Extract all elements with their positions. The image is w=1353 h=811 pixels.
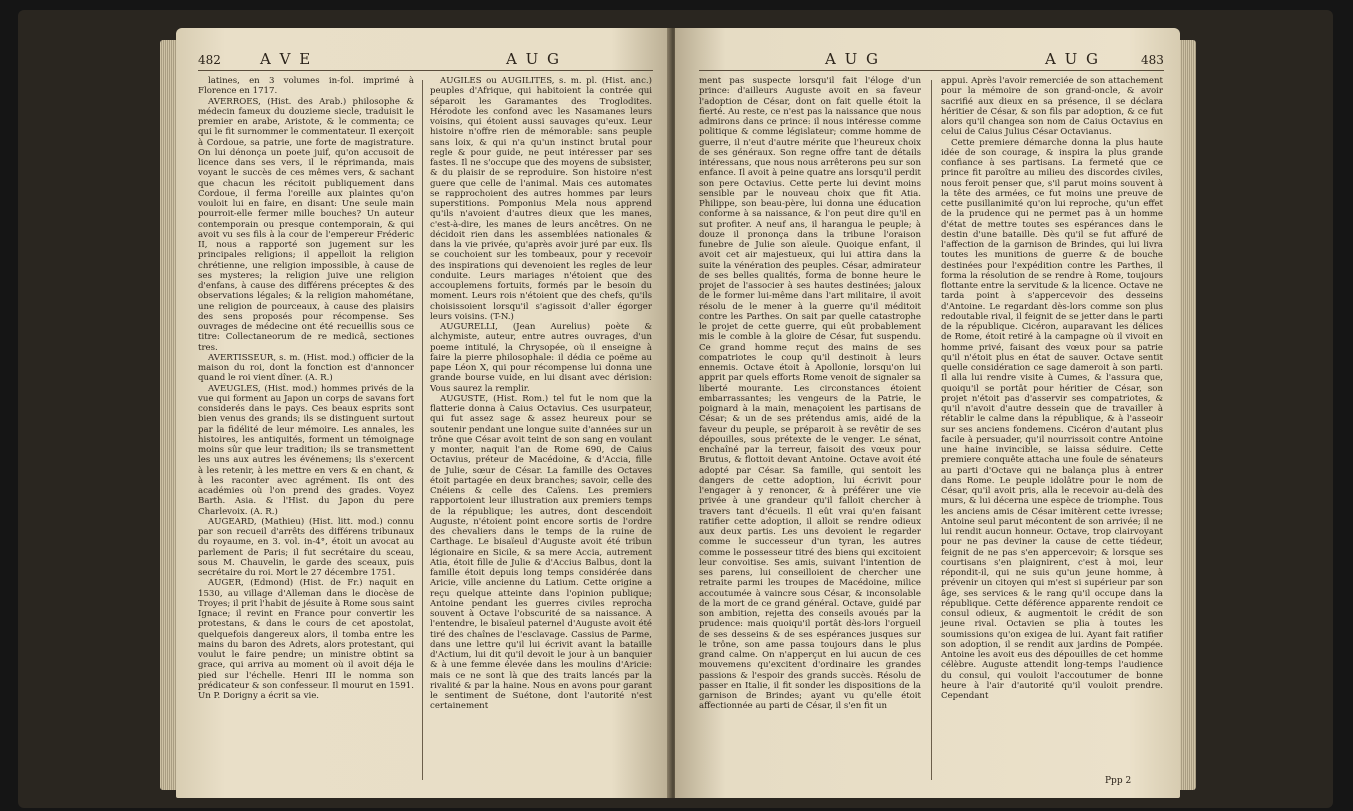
page-number-left: 482 bbox=[198, 53, 221, 67]
right-column-1 bbox=[699, 76, 921, 712]
entry-paragraph: latines, en 3 volumes in-fol. imprimé à Florence en 1717. bbox=[198, 76, 414, 97]
running-head-right-1: A U G bbox=[825, 50, 880, 68]
running-head-center: A U G bbox=[506, 50, 561, 68]
entry-paragraph: ment pas suspecte lorsqu'il fait l'éloge d'un prince: d'ailleurs Auguste avoit en sa faveur l'adoption de César, dont on fait quelle étoit la fierté. Au reste, ce n'est pas la naissance que nous admirons dans ce prince: il nous intéresse comme politique & comme législateur; comme homme de guerre, il n'eut d'autre mérite que l'heureux choix de ses généraux. Son regne offre tant de détails intéressans, que nous nous arrêterons peu sur son enfance. Il avoit à peine quatre ans lorsqu'il perdit son pere Octavius. Cette perte lui devint moins sensible par le nouveau choix que fit Atia. Philippe, son beau-père, lui donna une éducation conforme à sa naissance, & l'on peut dire qu'il en sut profiter. A neuf ans, il harangua le peuple; à douze il prononça dans la tribune l'oraison funebre de Julie son aïeule. Quoique enfant, il avoit cet air majestueux, qui lui attira dans la suite la vénération des peuples. César, admirateur de ses belles qualités, forma de bonne heure le projet de l'associer à ses hautes destinées; jaloux de le former lui-même dans l'art militaire, il avoit résolu de le mener à la guerre qu'il méditoit contre les Parthes. On sait par quelle catastrophe le projet de cette guerre, qui eût probablement mis le comble à la gloire de César, fut suspendu. Ce grand homme reçut des mains de ses compatriotes le coup qu'il destinoit à leurs ennemis. Octave étoit à Apollonie, lorsqu'on lui apprit par quels efforts Rome venoit de signaler sa liberté mourante. Les circonstances étoient embarrassantes; les vengeurs de la Patrie, le poignard à la main, menaçoient les partisans de César; & un de ses prétendus amis, aidé de la faveur du peuple, se préparoit à se revêtir de ses dépouilles, sous prétexte de le venger. Le sénat, enchaîné par la terreur, faisoit des vœux pour Brutus, & flottoit devant Antoine. Octave avoit été adopté par César. Sa famille, qui sentoit les dangers de cette adoption, lui écrivit pour l'engager à y renoncer, & à préférer une vie privée à une grandeur qu'il falloit chercher à travers tant d'écueils. Il eût vrai qu'en faisant ratifier cette adoption, il alloit se rendre odieux aux deux partis. Les uns devoient le regarder comme le successeur d'un tyran, les autres comme le possesseur titré des biens qui excitoient leur convoitise. Ses amis, suivant l'intention de ses parens, lui conseilloient de chercher une retraite parmi les troupes de Macédoine, milice accoutumée à vaincre sous César, & inconsolable de la mort de ce grand général. Octave, guidé par son ambition, rejetta des conseils avoués par la prudence: mais quoiqu'il portât dès-lors l'orgueil de ses desseins & de ses espérances jusques sur le trône, son ame passa toujours dans le plus grand calme. On n'apperçut en lui aucun de ces mouvemens qu'excitent d'ordinaire les grandes passions & l'espoir des grands succès. Résolu de passer en Italie, il fit sonder les dispositions de la garnison de Brindes; ayant vu qu'elle étoit affectionnée au parti de César, il s'en fit un bbox=[699, 76, 921, 712]
signature-mark: Ppp 2 bbox=[1105, 776, 1132, 786]
entry-paragraph: AUGER, (Edmond) (Hist. de Fr.) naquit en 1530, au village d'Alleman dans le diocèse de Troyes; il prit l'habit de jésuite à Rome sous saint Ignace; il revint en France pour convertir les protestans, & dans le cours de cet apostolat, quelquefois dangereux alors, il tomba entre les mains du baron des Adrets, alors protestant, qui voulut le faire pendre; un ministre obtint sa grace, qui arriva au moment où il avoit déja le pied sur l'échelle. Henri III le nomma son prédicateur & son confesseur. Il mourut en 1591. Un P. Dorigny a écrit sa vie. bbox=[198, 578, 414, 701]
header-rule bbox=[198, 70, 653, 71]
right-column-2 bbox=[941, 76, 1163, 701]
running-head-left: A V E bbox=[260, 50, 313, 68]
entry-paragraph: AUGILES ou AUGILITES, s. m. pl. (Hist. anc.) peuples d'Afrique, qui habitoient la contrée qui séparoit les Garamantes des Troglodites. Hérodote les confond avec les Nasamanes leurs voisins, qui étoient aussi sauvages qu'eux. Leur histoire n'offre rien de mémorable: sans peuple sans loix, & qui n'a qu'un instinct brutal pour regle & pour guide, ne peut intéresser par ses fastes. Il ne s'occupe que des moyens de subsister, & du plaisir de se reproduire. Son histoire n'est guere que celle de l'animal. Mais ces automates se rapprochoient des autres hommes par leurs superstitions. Pomponius Mela nous apprend qu'ils n'avoient d'autres dieux que les manes, c'est-à-dire, les manes de leurs ancêtres. On ne décidoit rien dans les assemblées nationales & dans la vie privée, qu'après avoir juré par eux. Ils se couchoient sur les tombeaux, pour y recevoir des inspirations qui devenoient les regles de leur conduite. Leurs mariages n'étoient que des accouplemens fortuits, formés par le besoin du moment. Leurs rois n'étoient que des chefs, qu'ils choisissoient lorsqu'il s'agissoit d'aller égorger leurs voisins. (T-N.) bbox=[430, 76, 652, 322]
entry-paragraph: AUGEARD, (Mathieu) (Hist. litt. mod.) connu par son recueil d'arrêts des différens tribunaux du royaume, en 3. vol. in-4°, étoit un avocat au parlement de Paris; il fut secrétaire du sceau, sous M. Chauvelin, le garde des sceaux, puis secrétaire du roi. Mort le 27 décembre 1751. bbox=[198, 516, 414, 578]
running-head-right-2: A U G bbox=[1045, 50, 1100, 68]
entry-paragraph: AUGURELLI, (Jean Aurelius) poète & alchymiste, auteur, entre autres ouvrages, d'un poeme intitulé, la Chrysopée, où il enseigne à faire la pierre philosophale: il dédia ce poëme au pape Léon X, qui pour récompense lui donna une grande bourse vuide, en lui disant avec dérision: Vous saurez la remplir. bbox=[430, 322, 652, 394]
left-column-2 bbox=[430, 76, 652, 712]
page-number-right: 483 bbox=[1141, 53, 1164, 67]
column-divider bbox=[931, 80, 932, 780]
left-page bbox=[176, 28, 671, 798]
entry-paragraph: appui. Après l'avoir remerciée de son attachement pour la mémoire de son grand-oncle, & avoir sacrifié aux dieux en sa présence, il se déclara héritier de César, & son fils par adoption, & ce fut alors qu'il changea son nom de Caius Octavius en celui de Caius Julius César Octavianus. bbox=[941, 76, 1163, 138]
entry-paragraph: AVEUGLES, (Hist. mod.) hommes privés de la vue qui forment au Japon un corps de savans fort considerés dans le pays. Ces beaux esprits sont bien venus des grands; ils se distinguent surtout par la fidélité de leur mémoire. Les annales, les histoires, les antiquités, forment un témoignage moins sûr que leur tradition; ils se transmettent les uns aux autres les événemens; ils s'exercent à les retenir, à les mettre en vers & en chant, & à les raconter avec agrément. Ils ont des académies où l'on prend des grades. Voyez Barth. Asia. & l'Hist. du Japon du pere Charlevoix. (A. R.) bbox=[198, 383, 414, 517]
header-rule bbox=[699, 70, 1164, 71]
left-column-1 bbox=[198, 76, 414, 701]
entry-paragraph: AVERROES, (Hist. des Arab.) philosophe & médecin fameux du douzieme siecle, traduisit le premier en arabe, Aristote, & le commenta; ce qui le fit surnommer le commentateur. Il exerçoit à Cordoue, sa patrie, une forte de magistrature. On lui dénonça un poete juif, qu'on accusoit de licence dans ses vers, il le réprimanda, mais voyant le succès de ces mêmes vers, & sachant que chacun les récitoit publiquement dans Cordoue, il ferma l'oreille aux plaintes qu'on vouloit lui en faire, en disant: Une seule main pourroit-elle fermer mille bouches? Un auteur contemporain ou presque contemporain, & qui avoit vu ses fils à la cour de l'empereur Fréderic II, nous a rapporté son jugement sur les principales religions; il appelloit la religion chrétienne, une religion impossible, à cause de ses mysteres; la religion juive une religion d'enfans, à cause des différens préceptes & des observations légales; & la religion mahométane, une religion de pourceaux, à cause des plaisirs des sens proposés pour récompense. Ses ouvrages de médecine ont été recueillis sous ce titre: Collectaneorum de re medicâ, sectiones tres. bbox=[198, 96, 414, 353]
right-page-edges bbox=[1180, 40, 1196, 790]
right-page bbox=[675, 28, 1180, 798]
entry-paragraph: Cette premiere démarche donna la plus haute idée de son courage, & inspira la plus grande confiance à ses partisans. La fermeté que ce prince fit paroître au milieu des discordes civiles, nous feroit penser que, s'il parut moins souvent à la tête des armées, ce fut moins une preuve de cette pusillanimité qu'on lui reproche, qu'un effet de la prudence qui ne permet pas à un homme d'état de mettre toutes ses espérances dans le destin d'une bataille. Dès qu'il se fut affuré de l'affection de la garnison de Brindes, qui lui livra toutes les munitions de guerre & de bouche destinées pour l'expédition contre les Parthes, il forma la résolution de se rendre à Rome, toujours flottante entre la servitude & la licence. Octave ne tarda point à s'appercevoir des desseins d'Antoine. Le regardant dès-lors comme son plus redoutable rival, il feignit de se jetter dans le parti de la république. Cicéron, auparavant les délices de Rome, étoit retiré à la campagne où il vivoit en homme privé, faisant des vœux pour sa patrie qu'il n'étoit plus en état de sauver. Octave sentit quelle considération ce sage dameroit à son parti. Il alla lui rendre visite à Cumes, & l'assura que, quoiqu'il se portât pour héritier de César, son projet n'étoit pas d'asservir ses compatriotes, & qu'il n'avoit d'autre dessein que de travailler à rétablir le calme dans la république, & à l'asseoir sur ses anciens fondemens. Cicéron d'autant plus facile à persuader, qu'il nourrissoit contre Antoine une haine invincible, se laissa séduire. Cette premiere conquête attacha une foule de sénateurs au parti d'Octave qui ne balança plus à entrer dans Rome. Le peuple idolâtre pour le nom de César, qu'il avoit pris, alla le recevoir au-delà des murs, & lui décerna une espèce de triomphe. Tous les anciens amis de César imitèrent cette ivresse; Antoine seul parut mécontent de son arrivée; il ne lui rendit aucun honneur. Octave, trop clairvoyant pour ne pas deviner la cause de cette tiédeur, feignit de ne pas s'en appercevoir; & lorsque ses courtisans s'en plaignirent, c'est à moi, leur répondit-il, qui ne suis qu'un jeune homme, à prévenir un citoyen qui m'est si supérieur par son âge, ses services & le rang qu'il occupe dans la république. Cette déférence apparente rendoit ce consul odieux, & augmentoit le crédit de son jeune rival. Octavien se plia à toutes les soumissions qu'on exigea de lui. Ayant fait ratifier son adoption, il se rendit aux jardins de Pompée. Antoine les avoit eus des dépouilles de cet homme célèbre. Auguste attendit long-temps l'audience du consul, qui vouloit l'accoutumer de bonne heure à l'air d'autorité qu'il vouloit prendre. Cependant bbox=[941, 137, 1163, 701]
column-divider bbox=[422, 80, 423, 780]
entry-paragraph: AVERTISSEUR, s. m. (Hist. mod.) officier de la maison du roi, dont la fonction est d'annoncer quand le roi vient dîner. (A. R.) bbox=[198, 352, 414, 384]
entry-paragraph: AUGUSTE, (Hist. Rom.) tel fut le nom que la flatterie donna à Caius Octavius. Ces usurpateur, qui fut assez sage & assez heureux pour se soutenir pendant une longue suite d'années sur un trône que César avoit teint de son sang en voulant y monter, naquit l'an de Rome 690, de Caius Octavius, préteur de Macédoine, & d'Accia, fille de Julie, sœur de César. La famille des Octaves étoit partagée en deux branches; savoir, celle des Cnéiens & celle des Caïens. Les premiers rapportoient leur illustration aux premiers temps de la république; les autres, dont descendoit Auguste, n'étoient point encore sortis de l'ordre des chevaliers dans le temps de la ruine de Carthage. Le bisaïeul d'Auguste avoit été tribun légionaire en Sicile, & sa mere Accia, autrement Atia, étoit fille de Julie & d'Accius Balbus, dont la famille étoit depuis long temps considérée dans Aricie, ville ancienne du Latium. Cette origine a reçu quelque atteinte dans l'opinion publique; Antoine pendant les guerres civiles reprocha souvent à Octave l'obscurité de sa naissance. A l'entendre, le bisaïeul paternel d'Auguste avoit été tiré des chaînes de l'esclavage. Cassius de Parme, dans une lettre qu'il lui écrivit avant la bataille d'Actium, lui dit qu'il devoit le jour à un banquier & à une femme élevée dans les moulins d'Aricie: mais ce ne sont là que des traits lancés par la rivalité & par la haine. Nous en avons pour garant le sentiment de Suétone, dont l'autorité n'est certainement bbox=[430, 393, 652, 712]
